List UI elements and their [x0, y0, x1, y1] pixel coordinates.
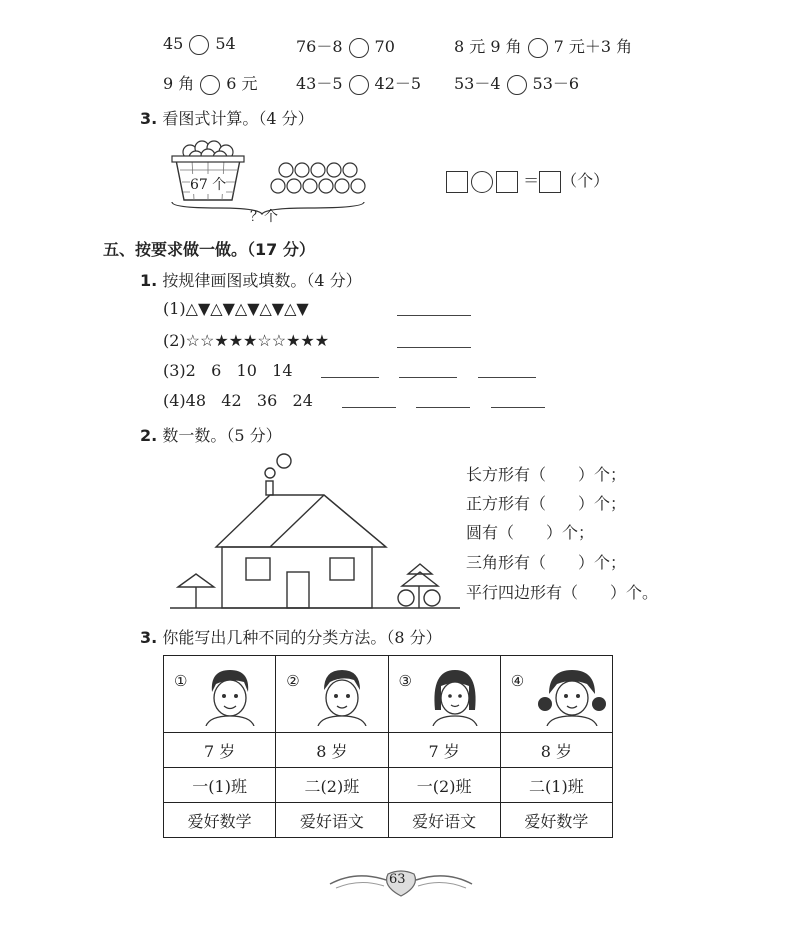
table-cell: 爱好数学: [164, 803, 276, 838]
pattern-row-1-blank[interactable]: [397, 301, 471, 320]
table-cell: 8 岁: [500, 733, 612, 768]
q2-title: [140, 423, 282, 446]
compare-item-1-2: [296, 34, 395, 58]
pattern-row-2-blank[interactable]: [397, 333, 471, 352]
table-row-pictures: [164, 656, 613, 733]
table-cell: 7 岁: [164, 733, 276, 768]
total-label: ？个: [250, 209, 278, 225]
compare-right: 53－6: [532, 74, 580, 93]
table-cell: 一(2)班: [388, 768, 500, 803]
answer-box[interactable]: [539, 171, 561, 193]
unit-label: （个）: [561, 171, 610, 190]
page-number: 63: [389, 872, 406, 887]
compare-left: 76－8: [296, 37, 343, 56]
compare-left: 43－5: [296, 74, 343, 93]
q3-title: [140, 625, 442, 648]
compare-left: 9 角: [163, 74, 195, 93]
question-number: 2.: [140, 426, 158, 445]
child-cell-2: [276, 656, 388, 733]
count-rectangles[interactable]: 长方形有（ ）个；: [466, 465, 627, 484]
pattern-row-3: (3)2 6 10 14: [163, 361, 293, 380]
table-cell: 二(1)班: [500, 768, 612, 803]
compare-circle[interactable]: [528, 38, 548, 58]
table-row-ages: [164, 733, 613, 768]
compare-right: 54: [215, 34, 236, 53]
question-title: 你能写出几种不同的分类方法。（8 分）: [162, 628, 442, 647]
compare-circle[interactable]: [200, 75, 220, 95]
question-title: 看图式计算。（4 分）: [162, 109, 314, 128]
pattern-row-4: (4)48 42 36 24: [163, 391, 313, 410]
girl-avatar: [425, 664, 485, 726]
compare-item-2-1: [163, 71, 258, 95]
question-number: 1.: [140, 271, 158, 290]
child-cell-3: [388, 656, 500, 733]
compare-item-1-1: [163, 34, 236, 55]
compare-right: 42－5: [374, 74, 422, 93]
table-cell: 8 岁: [276, 733, 388, 768]
count-parallelograms[interactable]: 平行四边形有（ ）个。: [466, 583, 659, 602]
classification-table: [163, 655, 613, 838]
compare-left: 8 元 9 角: [454, 37, 522, 56]
operator-circle[interactable]: [471, 171, 493, 193]
count-triangles[interactable]: 三角形有（ ）个；: [466, 553, 627, 572]
compare-item-1-3: [454, 34, 632, 58]
question-number: 3.: [140, 109, 158, 128]
child-number: ④: [510, 672, 525, 690]
compare-right: 6 元: [226, 74, 258, 93]
boy-avatar: [200, 664, 260, 726]
table-cell: 7 岁: [388, 733, 500, 768]
child-cell-4: [500, 656, 612, 733]
count-circles[interactable]: 圆有（ ）个；: [466, 523, 595, 542]
question-number: 3.: [140, 628, 158, 647]
pattern-row-2: (2)☆☆★★★☆☆★★★: [163, 331, 330, 350]
count-squares[interactable]: 正方形有（ ）个；: [466, 494, 627, 513]
child-number: ②: [286, 672, 300, 690]
table-row-hobbies: [164, 803, 613, 838]
equation-blanks: [446, 168, 609, 193]
compare-right: 7 元＋3 角: [553, 37, 633, 56]
child-number: ③: [398, 672, 412, 690]
table-cell: 一(1)班: [164, 768, 276, 803]
child-number: ①: [174, 672, 188, 690]
table-cell: 爱好语文: [388, 803, 500, 838]
compare-right: 70: [374, 37, 395, 56]
compare-item-2-2: [296, 71, 421, 95]
q1-title: [140, 268, 362, 291]
pattern-row-1: (1)△▼△▼△▼△▼△▼: [163, 299, 309, 318]
boy-avatar: [312, 664, 372, 726]
compare-circle[interactable]: [189, 35, 209, 55]
compare-left: 45: [163, 34, 184, 53]
pattern-row-4-blanks[interactable]: [342, 393, 545, 412]
compare-circle[interactable]: [349, 75, 369, 95]
question-title: 数一数。（5 分）: [162, 426, 282, 445]
equals-sign: ＝: [523, 171, 540, 190]
house-figure: [170, 450, 462, 615]
answer-box[interactable]: [496, 171, 518, 193]
compare-circle[interactable]: [507, 75, 527, 95]
section-heading: 五、按要求做一做。（17 分）: [103, 240, 315, 259]
compare-item-2-3: [454, 71, 579, 95]
q3-picture-title: [140, 106, 314, 129]
compare-left: 53－4: [454, 74, 501, 93]
child-cell-1: [164, 656, 276, 733]
pattern-row-3-blanks[interactable]: [321, 363, 536, 382]
basket-label: 67 个: [190, 174, 226, 194]
table-row-classes: [164, 768, 613, 803]
table-cell: 爱好数学: [500, 803, 612, 838]
compare-circle[interactable]: [349, 38, 369, 58]
girl-avatar: [537, 664, 607, 726]
table-cell: 爱好语文: [276, 803, 388, 838]
question-title: 按规律画图或填数。（4 分）: [162, 271, 362, 290]
table-cell: 二(2)班: [276, 768, 388, 803]
answer-box[interactable]: [446, 171, 468, 193]
